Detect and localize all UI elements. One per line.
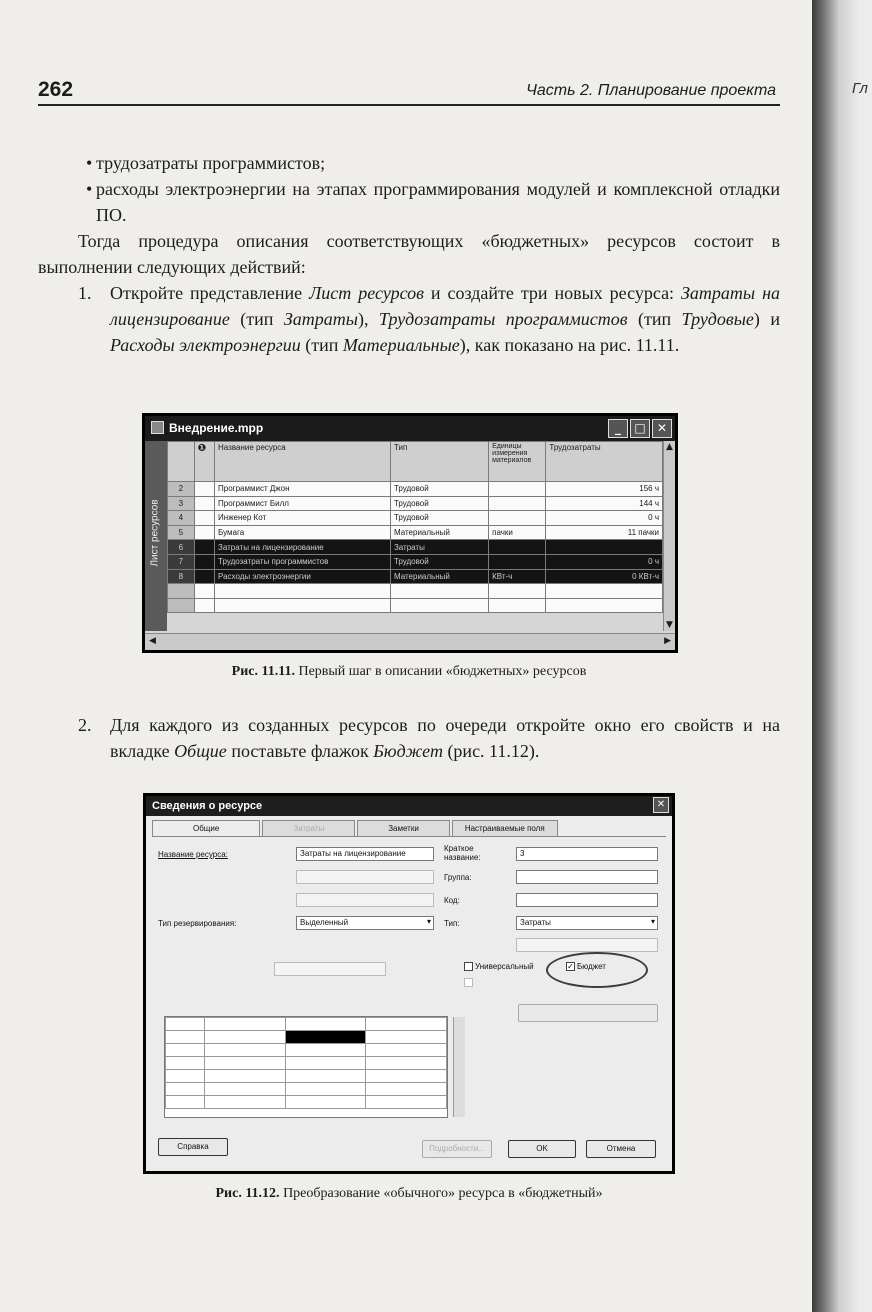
step-text: Для каждого из созданных ресурсов по очереди откройте окно его свойств и на вкладке bbox=[110, 715, 780, 761]
bullet-text: трудозатраты программистов; bbox=[96, 153, 326, 173]
indicator-cell[interactable] bbox=[194, 554, 214, 569]
material-unit-cell[interactable] bbox=[489, 540, 546, 555]
row-id[interactable]: 7 bbox=[168, 554, 195, 569]
empty-cell[interactable] bbox=[390, 598, 488, 613]
step-text: (тип bbox=[229, 309, 284, 329]
material-unit-cell[interactable] bbox=[489, 511, 546, 526]
group-label: Группа: bbox=[444, 873, 472, 882]
tab-divider bbox=[152, 836, 666, 837]
checkbox-name: Бюджет bbox=[373, 741, 443, 761]
cancel-button[interactable]: Отмена bbox=[586, 1140, 656, 1158]
resource-type-cell[interactable]: Трудовой bbox=[390, 511, 488, 526]
row-id[interactable]: 3 bbox=[168, 496, 195, 511]
availability-grid bbox=[164, 1016, 448, 1118]
row-id[interactable]: 2 bbox=[168, 482, 195, 497]
work-cell[interactable]: 0 ч bbox=[546, 511, 663, 526]
budget-label: Бюджет bbox=[577, 962, 606, 971]
resource-sheet-body bbox=[145, 441, 675, 650]
code-field[interactable] bbox=[516, 893, 658, 907]
window-titlebar bbox=[145, 416, 675, 441]
column-header[interactable]: Название ресурса bbox=[215, 442, 391, 482]
resource-name-cell[interactable]: Программист Джон bbox=[215, 482, 391, 497]
bullet-text: расходы электроэнергии на этапах программирования модулей и комплексной отладки ПО. bbox=[96, 179, 780, 225]
scroll-up-icon[interactable]: ▲ bbox=[666, 442, 673, 452]
body-text-step2 bbox=[38, 712, 780, 764]
step-text: и создайте три новых ресурса: bbox=[423, 283, 682, 303]
indicator-cell[interactable] bbox=[194, 496, 214, 511]
empty-row[interactable] bbox=[168, 598, 663, 613]
table-row[interactable] bbox=[168, 482, 663, 497]
short-name-field[interactable]: 3 bbox=[516, 847, 658, 861]
resource-name: Расходы электроэнергии bbox=[110, 335, 301, 355]
empty-cell[interactable] bbox=[215, 598, 391, 613]
resource-type: Материальные bbox=[342, 335, 460, 355]
indicator-cell[interactable] bbox=[194, 482, 214, 497]
dialog-title: Сведения о ресурсе bbox=[152, 800, 263, 812]
booking-type-select[interactable]: Выделенный ▾ bbox=[296, 916, 434, 930]
empty-cell[interactable] bbox=[168, 598, 195, 613]
table-row[interactable] bbox=[168, 511, 663, 526]
caption-number: Рис. 11.11. bbox=[231, 664, 295, 679]
generic-checkbox[interactable] bbox=[464, 962, 534, 971]
change-calendar-button[interactable] bbox=[518, 1004, 658, 1022]
work-cell[interactable]: 11 пачки bbox=[546, 525, 663, 540]
step-text: ), как показано на рис. 11.11. bbox=[459, 335, 680, 355]
next-page-heading: Гл bbox=[852, 80, 868, 97]
resource-name-cell[interactable]: Затраты на лицензирование bbox=[215, 540, 391, 555]
horizontal-scrollbar[interactable] bbox=[145, 633, 675, 650]
body-text-top bbox=[38, 150, 780, 358]
step-1 bbox=[38, 280, 780, 358]
empty-cell[interactable] bbox=[194, 598, 214, 613]
resource-name-cell[interactable]: Инженер Кот bbox=[215, 511, 391, 526]
type-label: Тип: bbox=[444, 919, 460, 928]
minimize-icon[interactable]: _ bbox=[608, 419, 628, 438]
resource-sheet-window bbox=[142, 413, 678, 653]
resource-name-label: Название ресурса: bbox=[158, 850, 228, 859]
indicator-cell[interactable] bbox=[194, 569, 214, 584]
dialog-body bbox=[146, 816, 672, 1171]
code-label: Код: bbox=[444, 896, 460, 905]
column-header[interactable] bbox=[168, 442, 195, 482]
scroll-down-icon[interactable]: ▼ bbox=[666, 620, 673, 630]
running-head bbox=[38, 78, 780, 106]
work-cell[interactable] bbox=[546, 540, 663, 555]
row-id[interactable]: 5 bbox=[168, 525, 195, 540]
indicator-cell[interactable] bbox=[194, 525, 214, 540]
column-header[interactable]: Трудозатраты bbox=[546, 442, 663, 482]
step-text: (тип bbox=[300, 335, 343, 355]
empty-cell[interactable] bbox=[168, 584, 195, 599]
resource-type-cell[interactable]: Затраты bbox=[390, 540, 488, 555]
bullet-item bbox=[38, 150, 780, 176]
step-text: ), bbox=[357, 309, 379, 329]
tab-costs[interactable]: Затраты bbox=[262, 820, 355, 836]
bullet-icon: • bbox=[86, 179, 93, 199]
close-icon[interactable]: ✕ bbox=[653, 797, 669, 813]
step-text: поставьте флажок bbox=[226, 741, 374, 761]
table-row[interactable] bbox=[168, 540, 663, 555]
figure-caption-11-11 bbox=[38, 664, 780, 680]
empty-cell[interactable] bbox=[489, 584, 546, 599]
material-unit-cell[interactable]: КВт-ч bbox=[489, 569, 546, 584]
page-gutter bbox=[812, 0, 872, 1312]
resource-name-cell[interactable]: Программист Билл bbox=[215, 496, 391, 511]
help-button[interactable]: Справка bbox=[158, 1138, 228, 1156]
dialog-titlebar bbox=[146, 796, 672, 816]
view-bar[interactable] bbox=[145, 441, 167, 631]
row-id[interactable]: 8 bbox=[168, 569, 195, 584]
empty-cell[interactable] bbox=[489, 598, 546, 613]
work-cell[interactable]: 0 ч bbox=[546, 554, 663, 569]
close-icon[interactable]: ✕ bbox=[652, 419, 672, 438]
details-button[interactable]: Подробности... bbox=[422, 1140, 492, 1158]
window-title: Внедрение.mpp bbox=[169, 421, 264, 435]
group-field[interactable] bbox=[516, 870, 658, 884]
figure-caption-11-12 bbox=[38, 1186, 780, 1202]
step-number: 1. bbox=[78, 283, 92, 303]
material-unit-cell[interactable] bbox=[489, 482, 546, 497]
tab-notes[interactable]: Заметки bbox=[357, 820, 450, 836]
page-number: 262 bbox=[38, 78, 74, 101]
maximize-icon[interactable]: □ bbox=[630, 419, 650, 438]
indicator-column-header[interactable] bbox=[194, 442, 214, 482]
work-cell[interactable]: 144 ч bbox=[546, 496, 663, 511]
table-header bbox=[168, 442, 663, 482]
default-assignment-field[interactable] bbox=[274, 962, 386, 976]
resource-type-cell[interactable]: Материальный bbox=[390, 525, 488, 540]
scroll-right-icon[interactable]: ▶ bbox=[664, 636, 671, 646]
resource-type-cell[interactable]: Трудовой bbox=[390, 482, 488, 497]
step-text: (тип bbox=[627, 309, 682, 329]
resource-name: Трудозатраты программистов bbox=[378, 309, 628, 329]
row-id[interactable]: 6 bbox=[168, 540, 195, 555]
part-title: Часть 2. Планирование проекта bbox=[526, 82, 776, 99]
row-id[interactable]: 4 bbox=[168, 511, 195, 526]
resource-name-cell[interactable]: Трудозатраты программистов bbox=[215, 554, 391, 569]
step-number: 2. bbox=[78, 715, 92, 735]
tab-name: Общие bbox=[174, 741, 227, 761]
intro-paragraph: Тогда процедура описания соответствующих «бюджетных» ресурсов состоит в выполнении следующих действий: bbox=[38, 231, 780, 277]
step-2 bbox=[38, 712, 780, 764]
work-cell[interactable]: 0 КВт-ч bbox=[546, 569, 663, 584]
resource-type: Трудовые bbox=[681, 309, 754, 329]
resource-table bbox=[167, 441, 663, 613]
generic-label: Универсальный bbox=[475, 962, 534, 971]
empty-cell[interactable] bbox=[546, 598, 663, 613]
material-label-field[interactable] bbox=[516, 938, 658, 952]
tab-custom-fields[interactable]: Настраиваемые поля bbox=[452, 820, 558, 836]
resource-name: Затраты на лицензирование bbox=[110, 283, 780, 329]
indicator-cell[interactable] bbox=[194, 511, 214, 526]
checkbox-box[interactable] bbox=[464, 978, 473, 987]
work-cell[interactable]: 156 ч bbox=[546, 482, 663, 497]
empty-cell[interactable] bbox=[390, 584, 488, 599]
empty-cell[interactable] bbox=[194, 584, 214, 599]
resource-name-cell[interactable]: Бумага bbox=[215, 525, 391, 540]
grid-scrollbar[interactable] bbox=[453, 1017, 465, 1117]
vertical-scrollbar[interactable] bbox=[663, 441, 675, 631]
resource-type-cell[interactable]: Трудовой bbox=[390, 496, 488, 511]
resource-info-dialog bbox=[143, 793, 675, 1174]
resource-name-field[interactable]: Затраты на лицензирование bbox=[296, 847, 434, 861]
caption-number: Рис. 11.12. bbox=[215, 1186, 280, 1201]
checkmark-icon[interactable]: ✓ bbox=[567, 962, 574, 971]
project-app-icon bbox=[151, 421, 164, 434]
table-row[interactable] bbox=[168, 496, 663, 511]
caption-text: Первый шаг в описании «бюджетных» ресурсов bbox=[294, 664, 587, 679]
empty-row[interactable] bbox=[168, 584, 663, 599]
resource-type-cell[interactable]: Материальный bbox=[390, 569, 488, 584]
ok-button[interactable]: OK bbox=[508, 1140, 576, 1158]
bullet-item bbox=[38, 176, 780, 228]
caption-text: Преобразование «обычного» ресурса в «бюджетный» bbox=[279, 1186, 603, 1201]
email-field[interactable] bbox=[296, 870, 434, 884]
column-header[interactable]: Единицы измерения материалов bbox=[489, 442, 546, 482]
table-row[interactable] bbox=[168, 569, 663, 584]
view-bar-label: Лист ресурсов bbox=[149, 499, 161, 567]
resource-type-cell[interactable]: Трудовой bbox=[390, 554, 488, 569]
view-name: Лист ресурсов bbox=[309, 283, 424, 303]
selected-cell[interactable] bbox=[285, 1031, 366, 1044]
short-name-label: Краткое название: bbox=[444, 844, 481, 862]
scroll-left-icon[interactable]: ◀ bbox=[149, 636, 156, 646]
step-text: (рис. 11.12). bbox=[442, 741, 540, 761]
step-text: Откройте представление bbox=[110, 283, 310, 303]
bullet-icon: • bbox=[86, 153, 93, 173]
indicator-cell[interactable] bbox=[194, 540, 214, 555]
material-unit-cell[interactable]: пачки bbox=[489, 525, 546, 540]
resource-type: Затраты bbox=[283, 309, 358, 329]
step-text: ) и bbox=[753, 309, 780, 329]
tab-general[interactable]: Общие bbox=[152, 820, 260, 836]
resource-name-cell[interactable]: Расходы электроэнергии bbox=[215, 569, 391, 584]
empty-cell[interactable] bbox=[546, 584, 663, 599]
highlight-ellipse bbox=[546, 952, 648, 988]
material-unit-cell[interactable] bbox=[489, 554, 546, 569]
booking-type-label: Тип резервирования: bbox=[158, 919, 237, 928]
material-unit-cell[interactable] bbox=[489, 496, 546, 511]
tab-strip bbox=[152, 820, 560, 836]
info-icon: ❶ bbox=[197, 443, 207, 454]
windows-account-field[interactable] bbox=[296, 893, 434, 907]
empty-cell[interactable] bbox=[215, 584, 391, 599]
table-row[interactable] bbox=[168, 525, 663, 540]
type-select[interactable]: Затраты ▾ bbox=[516, 916, 658, 930]
column-header[interactable]: Тип bbox=[390, 442, 488, 482]
inactive-checkbox[interactable] bbox=[464, 978, 473, 987]
table-row[interactable] bbox=[168, 554, 663, 569]
checkbox-box[interactable] bbox=[464, 962, 473, 971]
